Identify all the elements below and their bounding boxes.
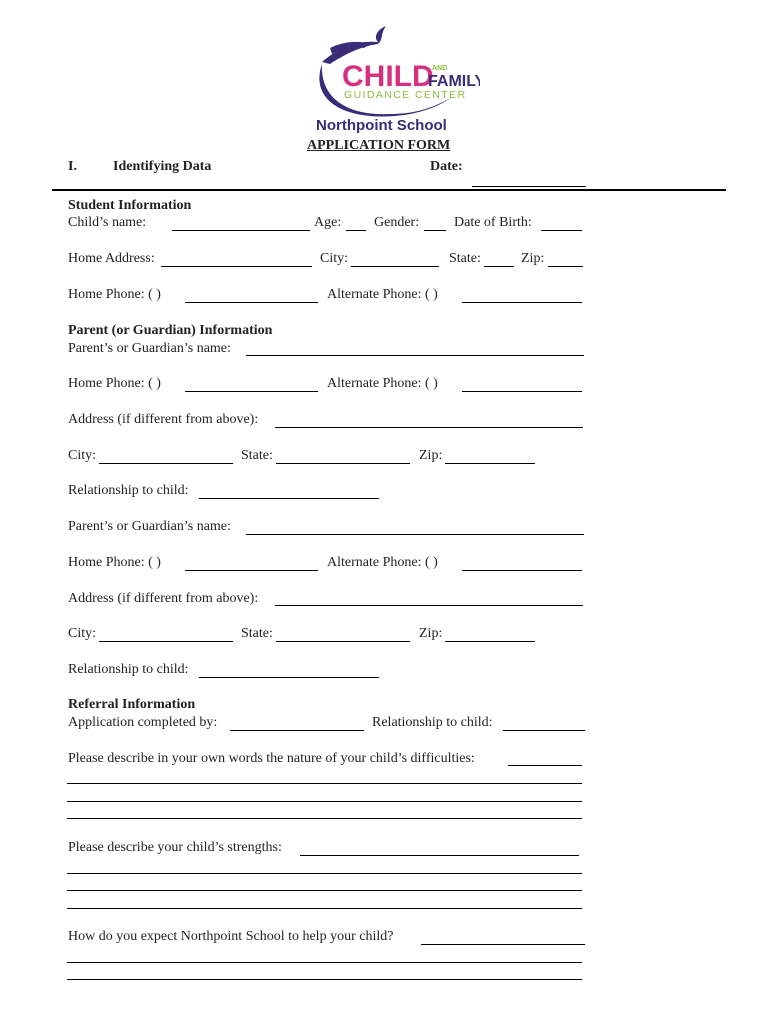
difficulties-field-1[interactable] xyxy=(508,765,582,766)
parent-zip2-label: Zip: xyxy=(419,626,443,641)
parent-city1-label: City: xyxy=(68,448,97,463)
age-field[interactable] xyxy=(346,230,366,231)
school-name: Northpoint School xyxy=(316,117,447,134)
home-address-field[interactable] xyxy=(161,266,312,267)
home-address-label: Home Address: xyxy=(68,251,155,266)
parent-address2-field[interactable] xyxy=(275,605,583,606)
parent-city1-field[interactable] xyxy=(99,463,233,464)
completed-by-field[interactable] xyxy=(230,730,364,731)
parent-zip1-label: Zip: xyxy=(419,448,443,463)
strengths-label: Please describe your child’s strengths: xyxy=(68,840,282,855)
parent-relationship1-label: Relationship to child: xyxy=(68,483,189,498)
expectations-field-2[interactable] xyxy=(67,962,582,963)
difficulties-field-4[interactable] xyxy=(67,818,582,819)
difficulties-field-2[interactable] xyxy=(67,783,582,784)
date-field[interactable] xyxy=(472,186,586,187)
parent-alt-phone2-label: Alternate Phone: ( ) xyxy=(327,555,438,570)
alt-phone-field[interactable] xyxy=(462,302,582,303)
alt-phone-label: Alternate Phone: ( ) xyxy=(327,287,438,302)
strengths-field-4[interactable] xyxy=(67,908,582,909)
strengths-field-2[interactable] xyxy=(67,873,582,874)
parent-state2-label: State: xyxy=(241,626,273,641)
state-label: State: xyxy=(449,251,481,266)
childs-name-label: Child’s name: xyxy=(68,215,147,230)
completed-by-label: Application completed by: xyxy=(68,715,218,730)
parent-relationship2-label: Relationship to child: xyxy=(68,662,189,677)
parent-name2-label: Parent’s or Guardian’s name: xyxy=(68,519,231,534)
parent-state1-field[interactable] xyxy=(276,463,410,464)
brand-child-text: CHILD xyxy=(342,60,434,93)
dob-field[interactable] xyxy=(541,230,582,231)
parent-city2-label: City: xyxy=(68,626,97,641)
parent-home-phone2-field[interactable] xyxy=(185,570,318,571)
zip-label: Zip: xyxy=(521,251,545,266)
header-divider xyxy=(52,189,726,191)
childs-name-field[interactable] xyxy=(172,230,310,231)
parent-zip2-field[interactable] xyxy=(445,641,535,642)
parent-address1-field[interactable] xyxy=(275,427,583,428)
home-phone-field[interactable] xyxy=(185,302,318,303)
expectations-field-3[interactable] xyxy=(67,979,582,980)
state-field[interactable] xyxy=(484,266,514,267)
form-title: APPLICATION FORM xyxy=(307,138,451,153)
parent-name1-field[interactable] xyxy=(246,355,584,356)
parent-relationship2-field[interactable] xyxy=(199,677,379,678)
parent-state2-field[interactable] xyxy=(276,641,410,642)
difficulties-label: Please describe in your own words the nature of your child’s difficulties: xyxy=(68,751,475,766)
parent-alt-phone1-label: Alternate Phone: ( ) xyxy=(327,376,438,391)
parent-alt-phone1-field[interactable] xyxy=(462,391,582,392)
expectations-label: How do you expect Northpoint School to help your child? xyxy=(68,929,394,944)
expectations-field-1[interactable] xyxy=(421,944,585,945)
parent-state1-label: State: xyxy=(241,448,273,463)
home-phone-label: Home Phone: ( ) xyxy=(68,287,161,302)
parent-address1-label: Address (if different from above): xyxy=(68,412,259,427)
date-label: Date: xyxy=(430,159,463,174)
zip-field[interactable] xyxy=(548,266,583,267)
city-label: City: xyxy=(320,251,349,266)
student-heading: Student Information xyxy=(68,198,192,213)
difficulties-field-3[interactable] xyxy=(67,801,582,802)
parent-address2-label: Address (if different from above): xyxy=(68,591,259,606)
gender-field[interactable] xyxy=(424,230,446,231)
parent-heading: Parent (or Guardian) Information xyxy=(68,323,273,338)
parent-name1-label: Parent’s or Guardian’s name: xyxy=(68,341,231,356)
parent-home-phone2-label: Home Phone: ( ) xyxy=(68,555,161,570)
gender-label: Gender: xyxy=(374,215,420,230)
parent-zip1-field[interactable] xyxy=(445,463,535,464)
parent-home-phone1-label: Home Phone: ( ) xyxy=(68,376,161,391)
section-number: I. xyxy=(68,159,77,174)
parent-city2-field[interactable] xyxy=(99,641,233,642)
referral-heading: Referral Information xyxy=(68,697,196,712)
brand-family-text: FAMILY xyxy=(428,73,480,90)
parent-alt-phone2-field[interactable] xyxy=(462,570,582,571)
parent-name2-field[interactable] xyxy=(246,534,584,535)
referral-relationship-label: Relationship to child: xyxy=(372,715,493,730)
age-label: Age: xyxy=(314,215,342,230)
referral-relationship-field[interactable] xyxy=(503,730,585,731)
section-title: Identifying Data xyxy=(113,159,212,174)
strengths-field-1[interactable] xyxy=(300,855,579,856)
parent-home-phone1-field[interactable] xyxy=(185,391,318,392)
dob-label: Date of Birth: xyxy=(454,215,532,230)
parent-relationship1-field[interactable] xyxy=(199,498,379,499)
strengths-field-3[interactable] xyxy=(67,890,582,891)
city-field[interactable] xyxy=(351,266,439,267)
brand-and-text: AND xyxy=(432,65,448,72)
brand-center-text: GUIDANCE CENTER xyxy=(344,89,467,101)
